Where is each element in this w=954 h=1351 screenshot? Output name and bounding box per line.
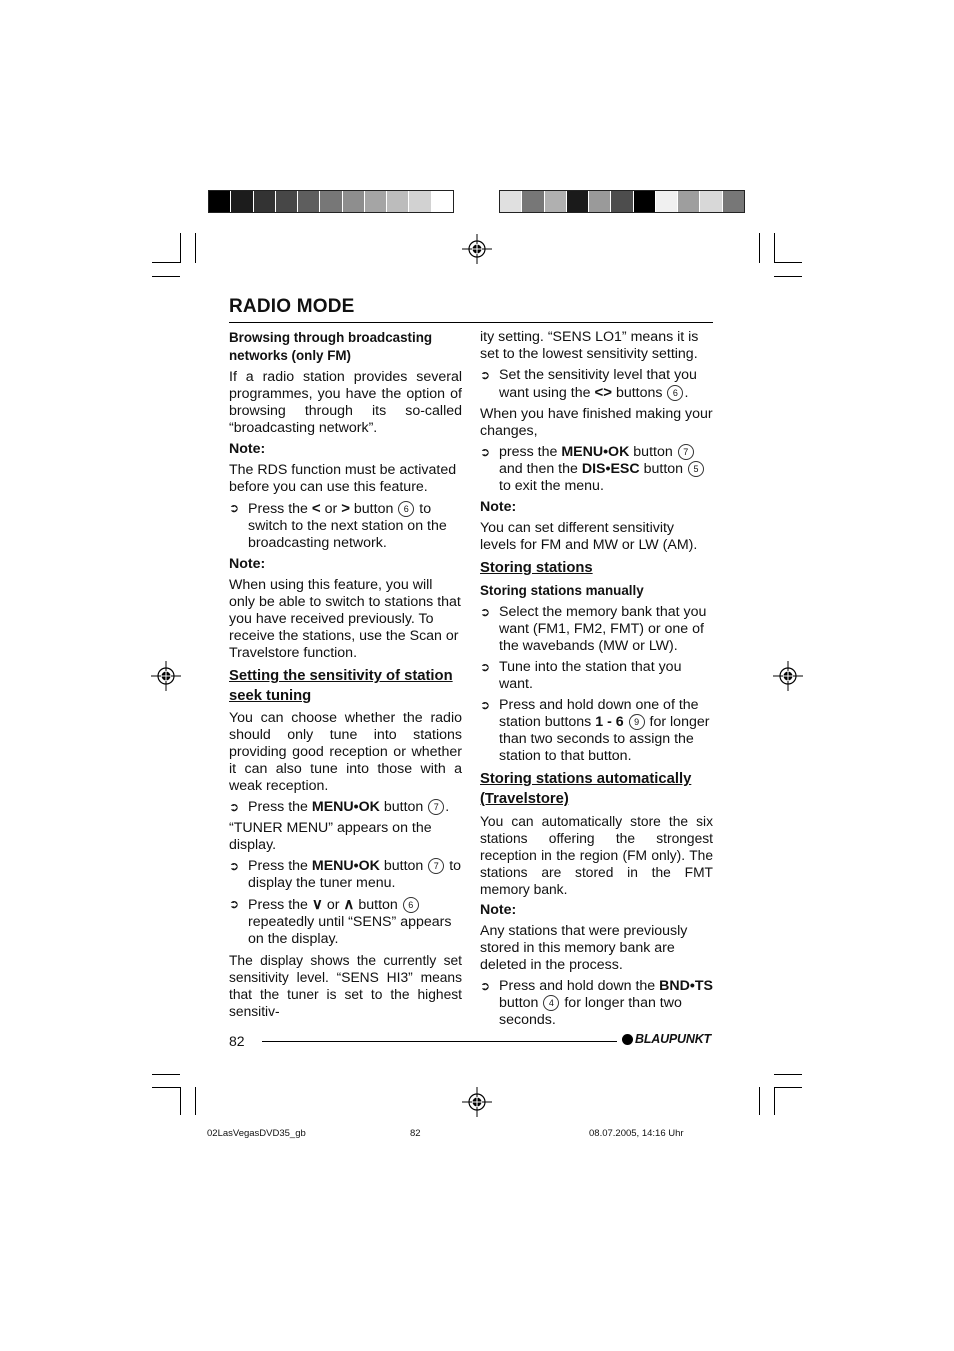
registration-mark-left bbox=[151, 661, 181, 691]
left-arrow-glyph: < bbox=[311, 500, 321, 517]
callout-number: 4 bbox=[543, 995, 559, 1011]
callout-number: 7 bbox=[428, 799, 444, 815]
print-date: 08.07.2005, 14:16 Uhr bbox=[589, 1128, 684, 1139]
left-column bbox=[229, 329, 462, 1024]
color-swatch bbox=[656, 191, 678, 212]
registration-mark-top bbox=[462, 234, 492, 264]
callout-number: 6 bbox=[403, 897, 419, 913]
color-swatch bbox=[634, 191, 656, 212]
callout-number: 5 bbox=[688, 461, 704, 477]
color-swatch bbox=[298, 191, 320, 212]
note-heading: Note: bbox=[229, 556, 266, 572]
paragraph: The display shows the currently set sensitivity level. “SENS HI3” means that the tuner is set to the highest sensitiv- bbox=[229, 953, 462, 1019]
title-rule bbox=[229, 322, 713, 323]
color-swatch bbox=[500, 191, 522, 212]
instruction-item: ➲ Tune into the station that you want. bbox=[480, 659, 682, 692]
right-column bbox=[480, 329, 713, 1033]
paragraph: If a radio station provides several programmes, you have the option of browsing through its so-called “broadcasting network”. bbox=[229, 369, 462, 436]
callout-number: 6 bbox=[398, 501, 414, 517]
note-text: The RDS function must be activated before you can use this feature. bbox=[229, 462, 457, 495]
brand-name: BLAUPUNKT bbox=[635, 1032, 711, 1046]
color-strip-left bbox=[208, 190, 454, 213]
instruction-item: ➲ Press the MENU•OK button 7 . bbox=[229, 799, 450, 815]
page-number: 82 bbox=[229, 1033, 245, 1049]
color-swatch bbox=[678, 191, 700, 212]
arrow-bullet-icon: ➲ bbox=[480, 445, 491, 459]
instruction-item: ➲ Press the < or > button 6 to switch to the next station on the broadcasting network. bbox=[229, 500, 447, 551]
arrow-bullet-icon: ➲ bbox=[229, 501, 240, 515]
color-swatch bbox=[209, 191, 231, 212]
arrow-bullet-icon: ➲ bbox=[480, 368, 491, 382]
callout-number: 7 bbox=[678, 444, 694, 460]
color-swatch bbox=[365, 191, 387, 212]
paragraph: You can automatically store the six stations offering the strongest reception in the region (FM only). The stations are stored in the FMT memory bank. bbox=[480, 814, 713, 897]
down-arrow-glyph: ∨ bbox=[311, 896, 323, 913]
paragraph: You can choose whether the radio should only tune into stations providing good reception or whether it can also tune into those with a weak reception. bbox=[229, 710, 462, 794]
color-swatch bbox=[254, 191, 276, 212]
arrow-bullet-icon: ➲ bbox=[480, 979, 491, 993]
instruction-item: ➲ Press the ∨ or ∧ button 6 repeatedly until “SENS” appears on the display. bbox=[229, 896, 452, 947]
registration-mark-right bbox=[773, 661, 803, 691]
instruction-item: ➲ Press the MENU•OK button 7 to display the tuner menu. bbox=[229, 858, 462, 891]
color-swatch bbox=[723, 191, 744, 212]
up-arrow-glyph: ∧ bbox=[343, 896, 355, 913]
color-swatch bbox=[276, 191, 298, 212]
brand-logo bbox=[622, 1032, 711, 1046]
note-heading: Note: bbox=[229, 441, 266, 457]
instruction-item: ➲ press the MENU•OK button 7 and then the DIS•ESC button 5 to exit the menu. bbox=[480, 444, 713, 495]
color-swatch bbox=[387, 191, 409, 212]
color-swatch bbox=[320, 191, 342, 212]
color-strip-right bbox=[499, 190, 745, 213]
color-swatch bbox=[343, 191, 365, 212]
print-file-name: 02LasVegasDVD35_gb bbox=[207, 1128, 306, 1139]
color-swatch bbox=[522, 191, 544, 212]
arrow-bullet-icon: ➲ bbox=[480, 698, 491, 712]
paragraph: When you have finished making your changes, bbox=[480, 406, 713, 439]
paragraph: “TUNER MENU” appears on the display. bbox=[229, 820, 432, 853]
arrow-bullet-icon: ➲ bbox=[229, 897, 240, 911]
color-swatch bbox=[700, 191, 722, 212]
color-swatch bbox=[589, 191, 611, 212]
callout-number: 9 bbox=[629, 714, 645, 730]
note-heading: Note: bbox=[480, 499, 517, 515]
color-swatch bbox=[611, 191, 633, 212]
arrow-bullet-icon: ➲ bbox=[480, 660, 491, 674]
arrow-bullet-icon: ➲ bbox=[229, 859, 240, 873]
section-heading-travelstore: Storing stations automatically (Travelstore) bbox=[480, 771, 692, 807]
paragraph: ity setting. “SENS LO1” means it is set to the lowest sensitivity setting. bbox=[480, 329, 699, 362]
subheading-manual: Storing stations manually bbox=[480, 583, 644, 598]
color-swatch bbox=[567, 191, 589, 212]
callout-number: 7 bbox=[428, 858, 444, 874]
note-text: Any stations that were previously stored in this memory bank are deleted in the process. bbox=[480, 923, 688, 973]
arrow-bullet-icon: ➲ bbox=[229, 800, 240, 814]
instruction-item: ➲ Press and hold down one of the station buttons 1 - 6 9 for longer than two seconds to assign the station to that button. bbox=[480, 697, 710, 764]
color-swatch bbox=[231, 191, 253, 212]
instruction-item: ➲ Press and hold down the BND•TS button 4 for longer than two seconds. bbox=[480, 978, 713, 1028]
color-swatch bbox=[545, 191, 567, 212]
instruction-item: ➲ Set the sensitivity level that you want using the <> buttons 6 . bbox=[480, 367, 697, 401]
subheading-browsing: Browsing through broadcasting networks (only FM) bbox=[229, 330, 433, 363]
section-heading-sensitivity: Setting the sensitivity of station seek tuning bbox=[229, 668, 453, 704]
footer-rule bbox=[262, 1041, 617, 1042]
callout-number: 6 bbox=[667, 385, 683, 401]
registration-mark-bottom bbox=[462, 1087, 492, 1117]
left-right-arrows-glyph: <> bbox=[594, 384, 612, 401]
brand-dot-icon bbox=[622, 1034, 633, 1045]
section-heading-storing: Storing stations bbox=[480, 560, 593, 576]
color-swatch bbox=[432, 191, 453, 212]
note-heading: Note: bbox=[480, 902, 517, 918]
note-text: When using this feature, you will only be able to switch to stations that you have received previously. To receive the stations, use the Scan or Travelstore function. bbox=[229, 577, 461, 661]
print-page-number: 82 bbox=[410, 1128, 421, 1139]
arrow-bullet-icon: ➲ bbox=[480, 605, 491, 619]
right-arrow-glyph: > bbox=[341, 500, 350, 517]
color-swatch bbox=[409, 191, 431, 212]
note-text: You can set different sensitivity levels for FM and MW or LW (AM). bbox=[480, 520, 698, 553]
instruction-item: ➲ Select the memory bank that you want (FM1, FM2, FMT) or one of the wavebands (MW or LW). bbox=[480, 604, 707, 654]
page-title: RADIO MODE bbox=[229, 296, 355, 317]
